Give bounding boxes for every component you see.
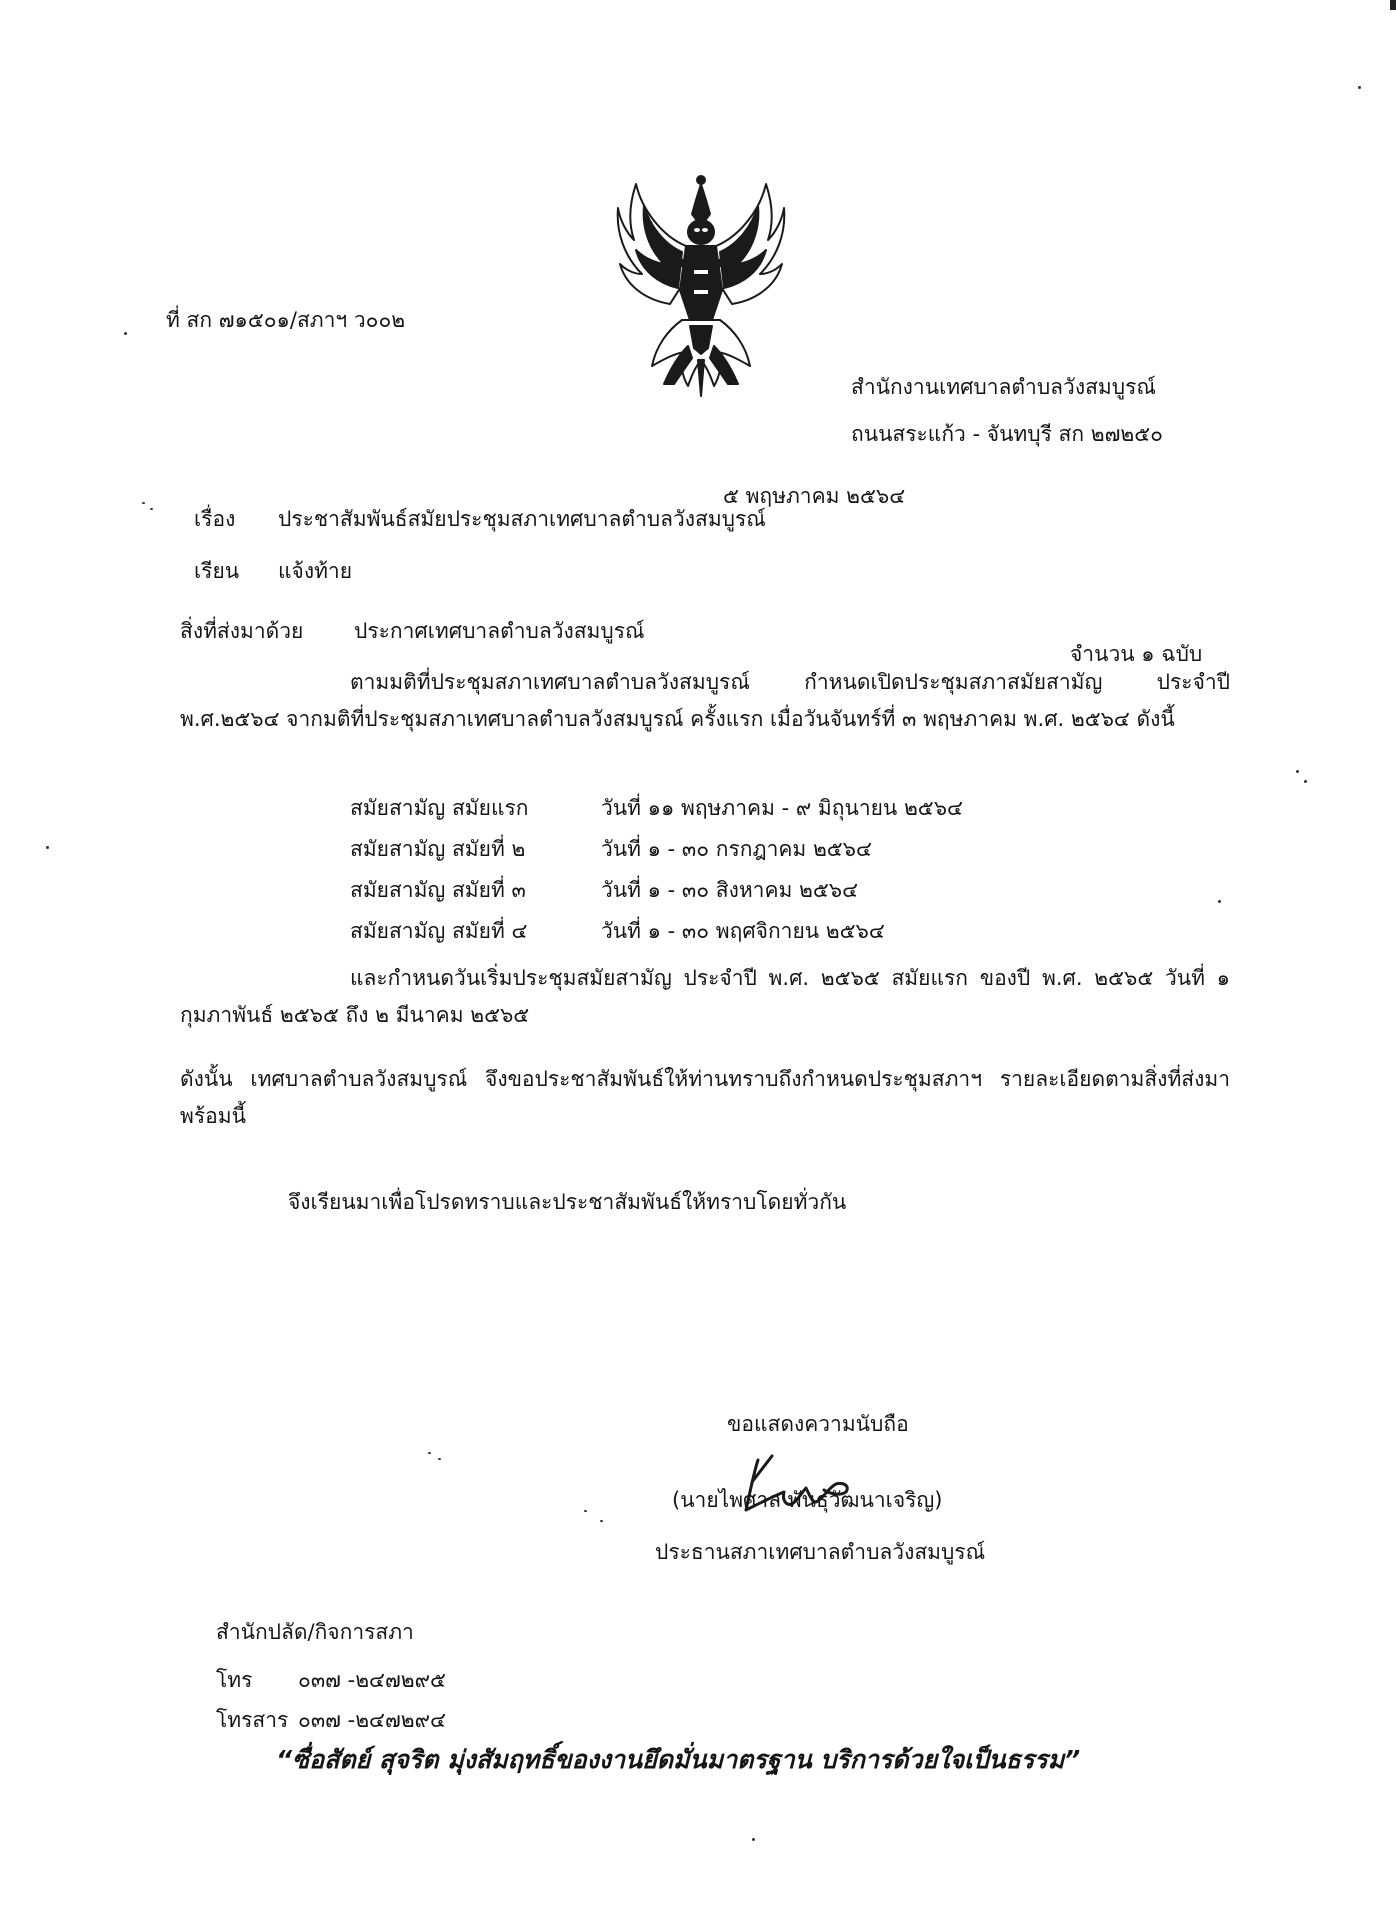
session-4-dates: วันที่ ๑ - ๓๐ พฤศจิกายน ๒๕๖๔ bbox=[601, 919, 885, 943]
subject-label: เรื่อง bbox=[194, 507, 236, 531]
garuda-emblem-icon bbox=[612, 170, 790, 402]
scan-speck bbox=[1358, 86, 1361, 89]
session-2-dates: วันที่ ๑ - ๓๐ กรกฎาคม ๒๕๖๔ bbox=[601, 837, 872, 861]
closing-salutation: ขอแสดงความนับถือ bbox=[727, 1412, 909, 1436]
scan-speck bbox=[1304, 780, 1307, 783]
scan-speck bbox=[428, 1452, 431, 1454]
scan-speck bbox=[124, 332, 127, 335]
enclosure-count: จำนวน ๑ ฉบับ bbox=[1070, 642, 1203, 666]
recipient-label: เรียน bbox=[194, 559, 240, 583]
closing-line: จึงเรียนมาเพื่อโปรดทราบและประชาสัมพันธ์ให้ทราบโดยทั่วกัน bbox=[288, 1190, 847, 1214]
signatory-position: ประธานสภาเทศบาลตำบลวังสมบูรณ์ bbox=[655, 1540, 986, 1564]
scan-speck bbox=[600, 1520, 603, 1522]
phone-label: โทร bbox=[216, 1668, 253, 1692]
scan-speck bbox=[438, 1458, 441, 1460]
recipient-text: แจ้งท้าย bbox=[278, 559, 353, 583]
scan-speck bbox=[1296, 770, 1299, 773]
session-3-dates: วันที่ ๑ - ๓๐ สิงหาคม ๒๕๖๔ bbox=[601, 878, 859, 902]
enclosure-text: ประกาศเทศบาลตำบลวังสมบูรณ์ bbox=[354, 619, 645, 643]
fax-label: โทรสาร bbox=[216, 1708, 289, 1732]
session-4-name: สมัยสามัญ สมัยที่ ๔ bbox=[350, 919, 528, 943]
fax-number: ๐๓๗ -๒๔๗๒๙๔ bbox=[298, 1708, 446, 1732]
phone-number: ๐๓๗ -๒๔๗๒๙๕ bbox=[298, 1668, 446, 1692]
scan-speck bbox=[142, 502, 145, 504]
session-2-name: สมัยสามัญ สมัยที่ ๒ bbox=[350, 837, 526, 861]
department: สำนักปลัด/กิจการสภา bbox=[216, 1620, 414, 1644]
scan-speck bbox=[46, 846, 49, 849]
scan-speck bbox=[752, 1838, 755, 1841]
session-1-name: สมัยสามัญ สมัยแรก bbox=[350, 796, 529, 820]
body-paragraph-1: ตามมติที่ประชุมสภาเทศบาลตำบลวังสมบูรณ์ กำหนดเปิดประชุมสภาสมัยสามัญ ประจำปี พ.ศ.๒๕๖๔ จากมติที่ประชุมสภาเทศบาลตำบลวังสมบูรณ์ ครั้งแรก เมื่อวันจันทร์ที่ ๓ พฤษภาคม พ.ศ. ๒๕๖๔ ดังนี้ bbox=[180, 670, 1230, 731]
session-1-dates: วันที่ ๑๑ พฤษภาคม - ๙ มิถุนายน ๒๕๖๔ bbox=[601, 796, 963, 820]
signatory-name: (นายไพศาล พันธุวัฒนาเจริญ) bbox=[672, 1488, 943, 1512]
subject-text: ประชาสัมพันธ์สมัยประชุมสภาเทศบาลตำบลวังสมบูรณ์ bbox=[278, 507, 766, 531]
document-number: ที่ สก ๗๑๕๐๑/สภาฯ ว๐๐๒ bbox=[166, 308, 406, 332]
session-3-name: สมัยสามัญ สมัยที่ ๓ bbox=[350, 878, 526, 902]
body-paragraph-2: และกำหนดวันเริ่มประชุมสมัยสามัญ ประจำปี พ.ศ. ๒๕๖๕ สมัยแรก ของปี พ.ศ. ๒๕๖๕ วันที่ ๑ กุมภาพันธ์ ๒๕๖๕ ถึง ๒ มีนาคม ๒๕๖๕ bbox=[180, 966, 1230, 1027]
letter-date: ๕ พฤษภาคม ๒๕๖๔ bbox=[723, 484, 906, 508]
body-paragraph-3: ดังนั้น เทศบาลตำบลวังสมบูรณ์ จึงขอประชาสัมพันธ์ให้ท่านทราบถึงกำหนดประชุมสภาฯ รายละเอียดตามสิ่งที่ส่งมาพร้อมนี้ bbox=[180, 1067, 1230, 1128]
scan-speck bbox=[150, 508, 153, 510]
enclosure-label: สิ่งที่ส่งมาด้วย bbox=[180, 619, 304, 643]
organization-motto: “ซื่อสัตย์ สุจริต มุ่งสัมฤทธิ์ของงานยึดมั่นมาตรฐาน บริการด้วยใจเป็นธรรม” bbox=[276, 1745, 1081, 1774]
office-address: ถนนสระแก้ว - จันทบุรี สก ๒๗๒๕๐ bbox=[851, 422, 1163, 446]
scan-speck bbox=[1218, 900, 1221, 903]
scan-speck bbox=[584, 1510, 587, 1512]
office-name: สำนักงานเทศบาลตำบลวังสมบูรณ์ bbox=[851, 375, 1156, 399]
scan-edge-mark bbox=[1390, 0, 1396, 10]
